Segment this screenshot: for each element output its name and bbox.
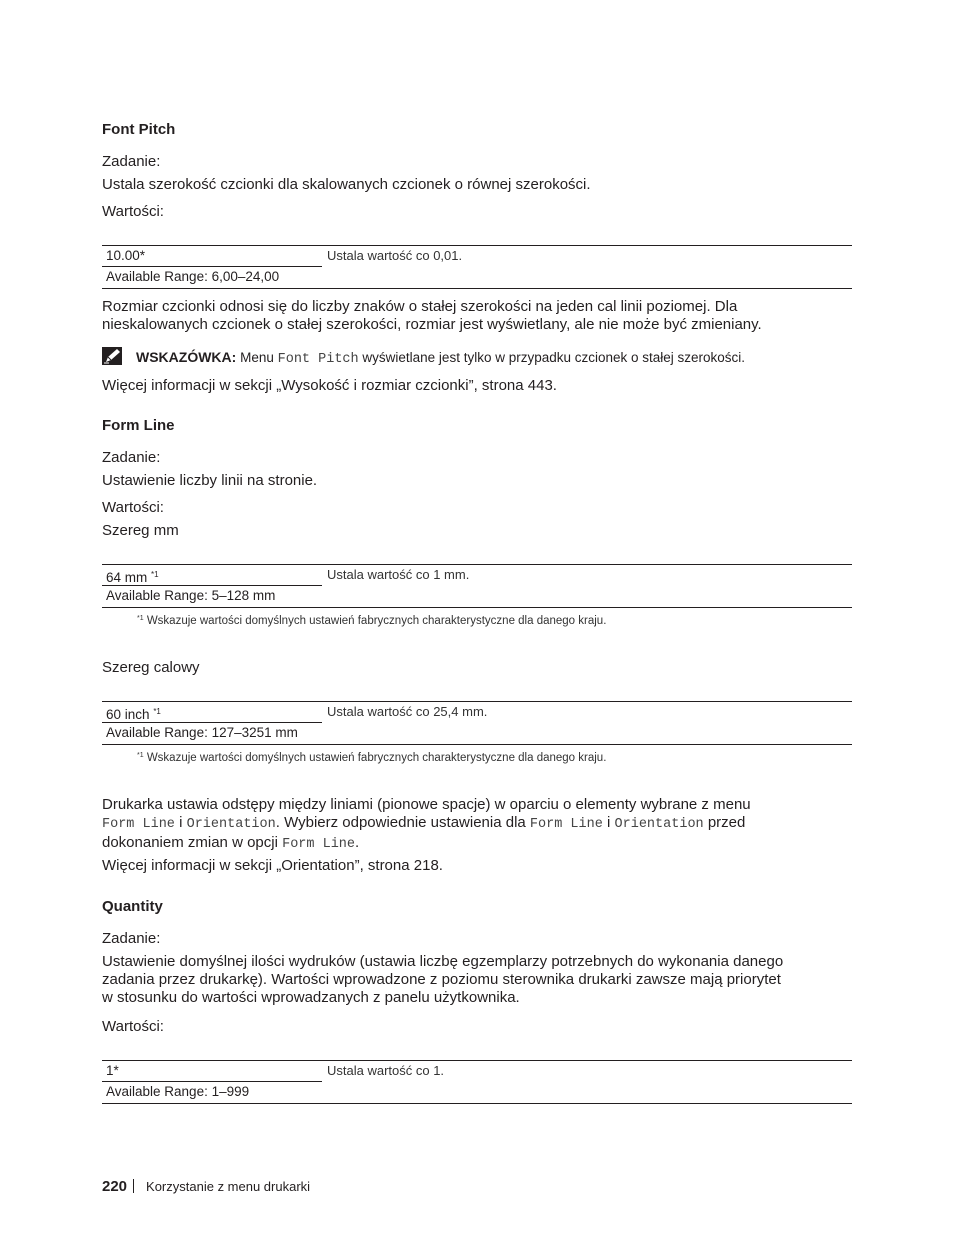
task-label: Zadanie: xyxy=(102,153,161,170)
values-table-inch xyxy=(102,701,852,745)
note-code: Font Pitch xyxy=(277,352,359,367)
pencil-note-icon xyxy=(102,347,122,365)
section-heading-font-pitch: Font Pitch xyxy=(102,121,176,138)
note-text: Menu xyxy=(240,350,274,365)
note-text: wyświetlane jest tylko w przypadku czcionek o stałej szerokości. xyxy=(362,350,746,365)
note xyxy=(136,348,745,369)
task-label: Zadanie: xyxy=(102,930,161,947)
default-value: 1* xyxy=(102,1061,322,1082)
available-range: Available Range: 6,00–24,00 xyxy=(106,269,280,284)
paragraph-line: Form Line i Orientation. Wybierz odpowiednie ustawienia dla Form Line i Orientation przed xyxy=(102,814,746,832)
section-heading-quantity: Quantity xyxy=(102,898,163,915)
values-table-mm xyxy=(102,564,852,608)
values-table-quantity xyxy=(102,1060,852,1104)
values-table-font-pitch xyxy=(102,245,852,289)
values-label: Wartości: xyxy=(102,1018,164,1035)
footer-section-title: Korzystanie z menu drukarki xyxy=(146,1179,311,1194)
values-label: Wartości: xyxy=(102,499,164,516)
value-description: Ustala wartość co 1 mm. xyxy=(327,567,470,582)
paragraph-line: dokonaniem zmian w opcji Form Line. xyxy=(102,834,360,852)
section-heading-form-line: Form Line xyxy=(102,417,175,434)
default-value: 10.00* xyxy=(102,246,322,267)
value-description: Ustala wartość co 0,01. xyxy=(327,248,463,263)
available-range: Available Range: 127–3251 mm xyxy=(106,725,298,740)
footnote: $^{*1}$ Wskazuje wartości domyślnych ustawień fabrycznych charakterystyczne dla danego kraju. xyxy=(137,615,607,627)
task-label: Zadanie: xyxy=(102,449,161,466)
available-range: Available Range: 5–128 mm xyxy=(106,588,276,603)
note-label: WSKAZÓWKA: xyxy=(136,349,237,365)
more-info: Więcej informacji w sekcji „Wysokość i rozmiar czcionki”, strona 443. xyxy=(102,377,557,394)
paragraph-line: Ustawienie domyślnej ilości wydruków (ustawia liczbę egzemplarzy potrzebnych do wykonania danego xyxy=(102,953,784,970)
values-label: Wartości: xyxy=(102,203,164,220)
task-text: Ustawienie liczby linii na stronie. xyxy=(102,472,318,489)
paragraph xyxy=(102,796,852,854)
page-number: 220 xyxy=(102,1178,128,1195)
default-value: 60 inch $^{*1}$ xyxy=(102,702,322,723)
default-value: 64 mm $^{*1}$ xyxy=(102,565,322,586)
value-description: Ustala wartość co 25,4 mm. xyxy=(327,704,488,719)
footer-divider xyxy=(133,1179,134,1193)
task-text: Ustala szerokość czcionki dla skalowanych czcionek o równej szerokości. xyxy=(102,176,591,193)
task-text xyxy=(102,953,852,1007)
more-info: Więcej informacji w sekcji „Orientation”, strona 218. xyxy=(102,857,443,874)
series-label-mm: Szereg mm xyxy=(102,522,179,539)
paragraph-line: nieskalowanych czcionek o stałej szerokości, rozmiar jest wyświetlany, ale nie może być zmieniany. xyxy=(102,316,762,333)
paragraph-line: Drukarka ustawia odstępy między liniami (pionowe spacje) w oparciu o elementy wybrane z menu xyxy=(102,796,751,813)
paragraph xyxy=(102,298,852,334)
paragraph-line: zadania przez drukarkę). Wartości wprowadzone z poziomu sterownika drukarki zawsze mają priorytet xyxy=(102,971,781,988)
series-label-inch: Szereg calowy xyxy=(102,659,200,676)
page-footer xyxy=(102,1178,310,1195)
footnote: $^{*1}$ Wskazuje wartości domyślnych ustawień fabrycznych charakterystyczne dla danego kraju. xyxy=(137,752,607,764)
available-range: Available Range: 1–999 xyxy=(106,1084,250,1099)
value-description: Ustala wartość co 1. xyxy=(327,1063,445,1078)
paragraph-line: Rozmiar czcionki odnosi się do liczby znaków o stałej szerokości na jeden cal linii poziomej. Dla xyxy=(102,298,738,315)
paragraph-line: w stosunku do wartości wprowadzanych z panelu użytkownika. xyxy=(102,989,520,1006)
